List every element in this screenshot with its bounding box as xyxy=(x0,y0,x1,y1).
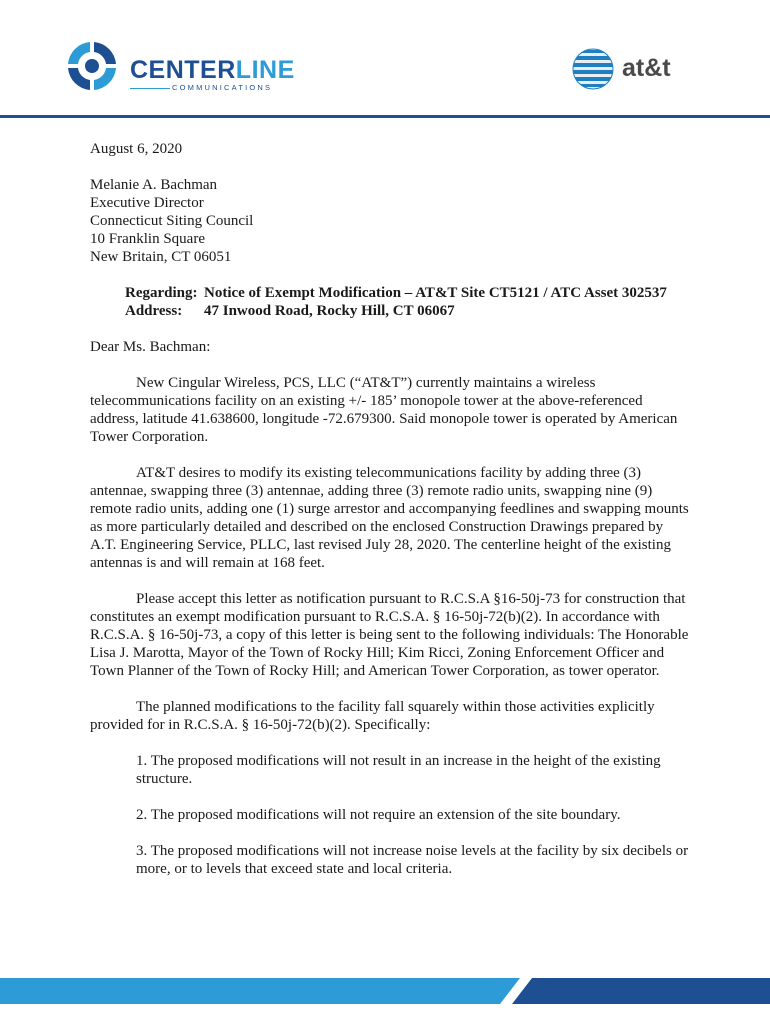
list-item-2: 2. The proposed modifications will not require an extension of the site boundary. xyxy=(136,807,621,823)
recipient-city: New Britain, CT 06051 xyxy=(90,249,232,265)
recipient-name: Melanie A. Bachman xyxy=(90,177,218,193)
address-label: Address: xyxy=(125,303,183,319)
att-globe-icon xyxy=(572,48,614,90)
paragraph-1: New Cingular Wireless, PCS, LLC (“AT&T”) currently maintains a wireless telecommunications facility on an existing +/- 185’ monopole tower at the above-referenced address, latitude 41.638600, longitude -72.679300. Said monopole tower is operated by American Tower Corporation. xyxy=(90,375,678,445)
centerline-target-icon xyxy=(60,34,124,98)
recipient-organization: Connecticut Siting Council xyxy=(90,213,254,229)
centerline-wordmark xyxy=(130,56,295,84)
paragraph-3: Please accept this letter as notification pursuant to R.C.S.A §16-50j-73 for construction that constitutes an exempt modification pursuant to R.C.S.A. § 16-50j-72(b)(2). In accordance with R.C.S.A. § 16-50j-73, a copy of this letter is being sent to the following individuals: The Honorable Lisa J. Marotta, Mayor of the Town of Rocky Hill; Kim Ricci, Zoning Enforcement Officer and Town Planner of the Town of Rocky Hill; and American Tower Corporation, as tower operator. xyxy=(90,591,689,679)
centerline-subtitle: COMMUNICATIONS xyxy=(172,83,273,92)
salutation: Dear Ms. Bachman: xyxy=(90,339,211,355)
address-value: 47 Inwood Road, Rocky Hill, CT 06067 xyxy=(204,303,455,319)
recipient-street: 10 Franklin Square xyxy=(90,231,205,247)
paragraph-2: AT&T desires to modify its existing telecommunications facility by adding three (3) antennae, swapping three (3) antennae, adding three (3) remote radio units, swapping nine (9) remote radio units, adding one (1) surge arrestor and accompanying feedlines and swapping mounts as more particularly detailed and described on the enclosed Construction Drawings prepared by A.T. Engineering Service, PLLC, last revised July 28, 2020. The centerline height of the existing antennas is and will remain at 168 feet. xyxy=(90,465,689,571)
regarding-row xyxy=(125,284,690,302)
att-logo xyxy=(572,48,692,94)
subject-block xyxy=(125,284,690,320)
att-wordmark: at&t xyxy=(622,54,671,82)
recipient-title: Executive Director xyxy=(90,195,204,211)
wordmark-part2: LINE xyxy=(235,56,295,84)
footer-bar xyxy=(0,978,770,1004)
letter-body xyxy=(90,140,690,878)
letter-date: August 6, 2020 xyxy=(90,141,183,157)
centerline-logo xyxy=(60,34,295,102)
letterhead xyxy=(0,0,770,122)
list-item-1: 1. The proposed modifications will not result in an increase in the height of the existing structure. xyxy=(136,753,661,787)
recipient-address xyxy=(90,176,690,266)
wordmark-part1: CENTER xyxy=(130,56,236,84)
header-divider xyxy=(0,115,770,118)
regarding-value: Notice of Exempt Modification – AT&T Site CT5121 / ATC Asset 302537 xyxy=(204,285,667,301)
address-row xyxy=(125,302,690,320)
list-item-3: 3. The proposed modifications will not increase noise levels at the facility by six decibels or more, or to levels that exceed state and local criteria. xyxy=(136,843,689,877)
regarding-label: Regarding: xyxy=(125,285,198,301)
wordmark-rule xyxy=(130,88,170,89)
paragraph-4: The planned modifications to the facility fall squarely within those activities explicitly provided for in R.C.S.A. § 16-50j-72(b)(2). Specifically: xyxy=(90,699,655,733)
